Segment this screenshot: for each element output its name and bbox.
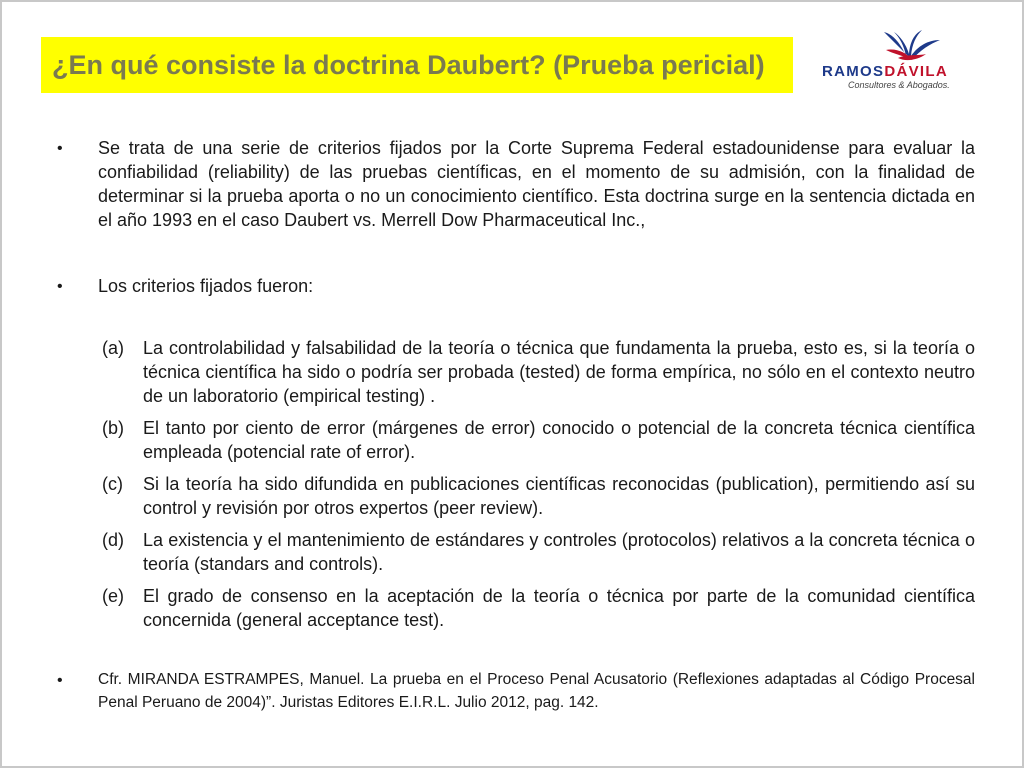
criterion-item (102, 472, 975, 520)
criterion-letter: (d) (102, 530, 124, 550)
logo-tagline: Consultores & Abogados. (848, 80, 950, 90)
criterion-text: La existencia y el mantenimiento de estándares y controles (protocolos) relativos a la concreta técnica o teoría (standars and controls). (143, 530, 975, 574)
criterion-item (102, 528, 975, 576)
bullet-marker: • (57, 278, 63, 295)
bullet-marker: • (57, 140, 63, 157)
criterion-letter: (a) (102, 338, 124, 358)
bullet-marker: • (57, 672, 63, 689)
logo-name: RAMOSDÁVILA (822, 63, 948, 80)
criterion-text: El tanto por ciento de error (márgenes de error) conocido o potencial de la concreta técnica científica empleada (potencial rate of error). (143, 418, 975, 462)
criterion-item (102, 584, 975, 632)
slide-content (2, 2, 1022, 766)
criterion-item (102, 416, 975, 464)
criterion-letter: (b) (102, 418, 124, 438)
criterion-item (102, 336, 975, 408)
criterion-letter: (c) (102, 474, 123, 494)
slide-title: ¿En qué consiste la doctrina Daubert? (Prueba pericial) (52, 49, 765, 80)
citation: Cfr. MIRANDA ESTRAMPES, Manuel. La prueba en el Proceso Penal Acusatorio (Reflexiones adaptadas al Código Procesal Penal Peruano de 2004)”. Juristas Editores E.I.R.L. Julio 2012, pag. 142. (98, 671, 975, 711)
paragraph-criteria-intro: Los criterios fijados fueron: (98, 276, 314, 296)
criterion-letter: (e) (102, 586, 124, 606)
paragraph-definition: Se trata de una serie de criterios fijados por la Corte Suprema Federal estadounidense para evaluar la confiabilidad (reliability) de las pruebas científicas, en el momento de su admisión, con la finalidad de determinar si la prueba aporta o no un conocimiento científico. Esta doctrina surge en la sentencia dictada en el año 1993 en el caso Daubert vs. Merrell Dow Pharmaceutical Inc., (98, 138, 975, 230)
criterion-text: El grado de consenso en la aceptación de la teoría o técnica por parte de la comunidad científica concernida (general acceptance test). (143, 586, 975, 630)
criterion-text: Si la teoría ha sido difundida en publicaciones científicas reconocidas (publication), permitiendo así su control y revisión por otros expertos (peer review). (143, 474, 975, 518)
criterion-text: La controlabilidad y falsabilidad de la teoría o técnica que fundamenta la prueba, esto es, si la teoría o técnica científica ha sido o podría ser probada (tested) de forma empírica, no sólo en el contexto neutro de un laboratorio (empirical testing) . (143, 338, 975, 406)
